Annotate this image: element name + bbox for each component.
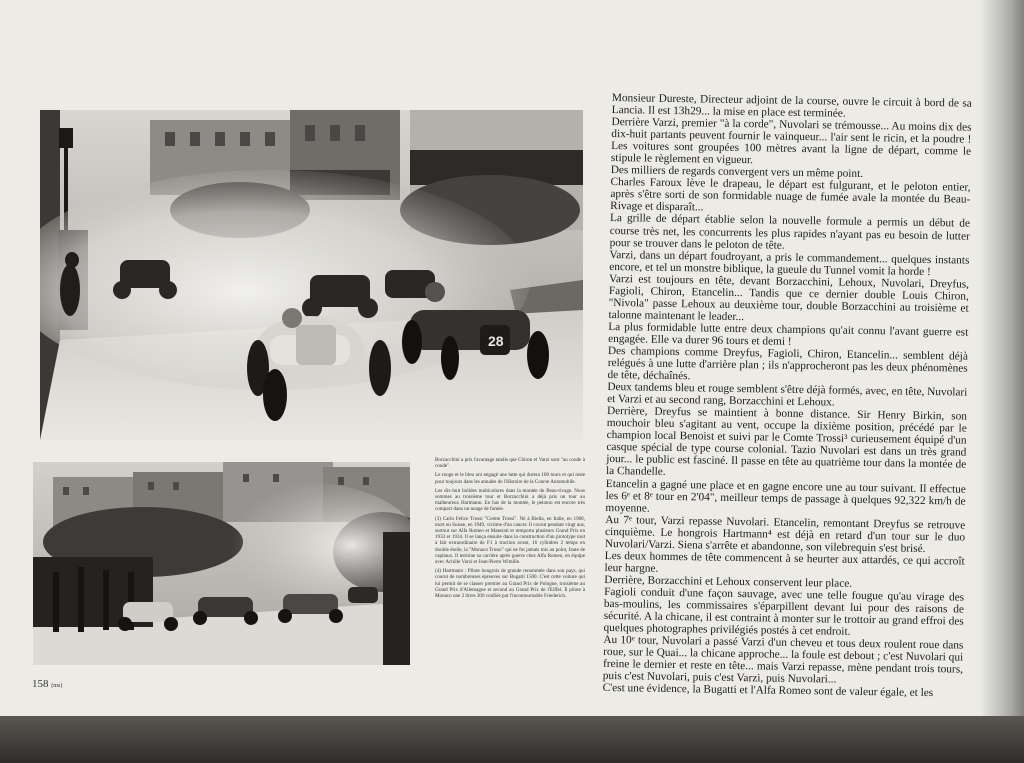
paragraph: Derrière Varzi, premier "à la corde", Nuvolari se trémousse... Au moins dix des dix-huit partants peuvent fournir le vainqueur... l'air sent le ricin, et la poudre ! Les voitures sont groupées 100 mètres avant la ligne de départ, comme le stipule le règlement en vigueur.: [610, 116, 972, 167]
caption-2: Le rouge et le bleu ont engagé une lutte qui durera 100 tours et qui reste pour toujours dans les annales de l'Histoire de la Course Automobile.: [435, 472, 585, 485]
page-number: [32, 678, 62, 690]
photo-captions: [435, 457, 585, 602]
footnote-4: (4) Hartmann : Pilote hongrois de grande renommée dans son pays, qui courut de nombreuses épreuves sur Bugatti 1500. C'est cette voiture qui lui permit de se classer premier au Grand Prix de Pologne, troisième au Grand Prix d'Allemagne et second au Grand Prix de l'Eiffel. Il pilote à Monaco une 2 litres 300 confiée par l'incontournable Friederich.: [435, 568, 585, 600]
paragraph: Au 10ᵉ tour, Nuvolari a passé Varzi d'un cheveu et tous deux roulent roue dans roue, sur le Quai... la chicane approche... la foule est debout ; c'est Nuvolari qui freine le dernier et reste en tête... mais Varzi repasse, mène pendant trois tours, puis c'est Nuvolari, puis c'est Varzi, puis Nuvolari...: [602, 634, 964, 686]
paragraph: Deux tandems bleu et rouge semblent s'être déjà formés, avec, en tête, Nuvolari et Varzi et au second rang, Borzacchini et Lehoux.: [607, 381, 968, 409]
paragraph: Derrière, Dreyfus se maintient à bonne distance. Sir Henry Birkin, son mouchoir bleu s'agitant au vent, occupe la dixième position, précédé par le champion local Benoist et suivi par le Comte Trossi³ curieusement équipé d'un casque spécial de type course colonial. Tazio Nuvolari est dans un très grand jour... le public est fasciné. Il passe en tête au quatrième tour dans la montée de la Chandelle.: [605, 405, 968, 479]
paragraph: La grille de départ établie selon la nouvelle formule a permis un début de course très net, les concurrents les plus rapides n'ayant pas eu besoin de lutter pour se trouver dans le peloton de tête.: [609, 212, 971, 252]
article-text: [603, 92, 972, 700]
paragraph: Varzi est toujours en tête, devant Borzacchini, Lehoux, Nuvolari, Dreyfus, Fagioli, Chiron, Etancelin... Tandis que ce dernier double Louis Chiron, "Nivola" passe Lehoux au deuxième tour, double Borzacchini au troisième et talonne maintenant le leader...: [608, 272, 970, 323]
page-number-suffix: (ms): [51, 683, 63, 689]
paragraph: La plus formidable lutte entre deux champions qu'ait connu l'avant guerre est engagée. Elle va durer 96 tours et demi !: [608, 320, 969, 348]
paragraph: Varzi, dans un départ foudroyant, a pris le commandement... quelques instants encore, et tel un monstre biblique, la gueule du Tunnel vomit la horde !: [609, 248, 970, 278]
paragraph: C'est une évidence, la Bugatti et l'Alfa Romeo sont de valeur égale, et les: [602, 682, 934, 700]
beau-rivage-photo: [33, 462, 410, 665]
paragraph: Des milliers de regards convergent vers un même point.: [610, 164, 864, 181]
paragraph: Les deux hommes de tête commencent à se heurter aux attardés, ce qui accroît leur hargne.: [604, 549, 965, 575]
paragraph: Charles Faroux lève le drapeau, le départ est fulgurant, et le peloton entier, après s'être sorti de son formidable nuage de fumée avale la montée du Beau-Rivage et disparaît...: [610, 176, 971, 214]
paragraph: Monsieur Dureste, Directeur adjoint de la course, ouvre le circuit à bord de sa Lancia. Il est 13h29... la mise en place est terminée.: [611, 92, 972, 120]
table-surface: [0, 716, 1024, 763]
caption-1: Borzacchini a pris l'avantage tandis que Chiron et Varzi sont "au coude à coude".: [435, 457, 585, 470]
page-number-value: 158: [32, 678, 49, 690]
race-start-photo: [40, 110, 583, 440]
paragraph: Fagioli conduit d'une façon sauvage, avec une telle fougue qu'au virage des bas-moulins, les commissaires s'éparpillent devant lui pour des raisons de sécurité. A la chicane, il est contraint à monter sur le trottoir au grand effroi des quelques photographes privilégiés postés à cet endroit.: [603, 585, 965, 638]
paragraph: Au 7ᵉ tour, Varzi repasse Nuvolari. Etancelin, remontant Dreyfus se retrouve cinquième. Le hongrois Hartmann⁴ est déjà en retard d'un tour sur le duo Nuvolari/Varzi. Siena s'arrête et abandonne, son vilebrequin s'est brisé.: [604, 513, 966, 555]
book-spine-shadow: [980, 0, 1024, 763]
paragraph: Etancelin a gagné une place et en gagne encore une au tour suivant. Il effectue les 6ᵉ et 8ᵉ tour en 2'04", meilleur temps de passage à quelques 92,322 km/h de moyenne.: [605, 477, 966, 515]
caption-3: Les dix-huit bolides multicolores dans la montée du Beau-rivage. Nous sommes au troisième tour et Borzacchini a déjà pris un tour au malheureux Hartmann. En bas de la montée, le peloton est encore très compact dans un nuage de fumée.: [435, 487, 585, 513]
svg-text:28: 28: [488, 333, 504, 349]
paragraph: Derrière, Borzacchini et Lehoux conservent leur place.: [604, 573, 853, 590]
footnote-3: (3) Carlo Felice Trossi "Comte Trossi". Né à Biella, en Italie, en 1908, mort en Suisse, en 1949, victime d'un cancer. Il courut pendant vingt ans, surtout sur Alfa Romeo et Maserati et remporta plusieurs Grand Prix en 1933 et 1934. Il se lança ensuite dans la construction d'un prototype tout à fait extraordinaire de F1 à traction avant, 16 cylindres 2 temps en double étoile, la "Monaco Trossi" qui ne fut jamais mis au point, faute de capitaux. Il termine sa carrière après guerre chez Alfa Romeo, en équipe avec Achille Varzi et Jean-Pierre Wimille.: [435, 515, 585, 566]
paragraph: Des champions comme Dreyfus, Fagioli, Chiron, Etancelin... semblent déjà relégués à une lutte d'arrière plan ; ils n'approcheront pas les deux phénomènes de tête, déchaînés.: [607, 344, 968, 383]
